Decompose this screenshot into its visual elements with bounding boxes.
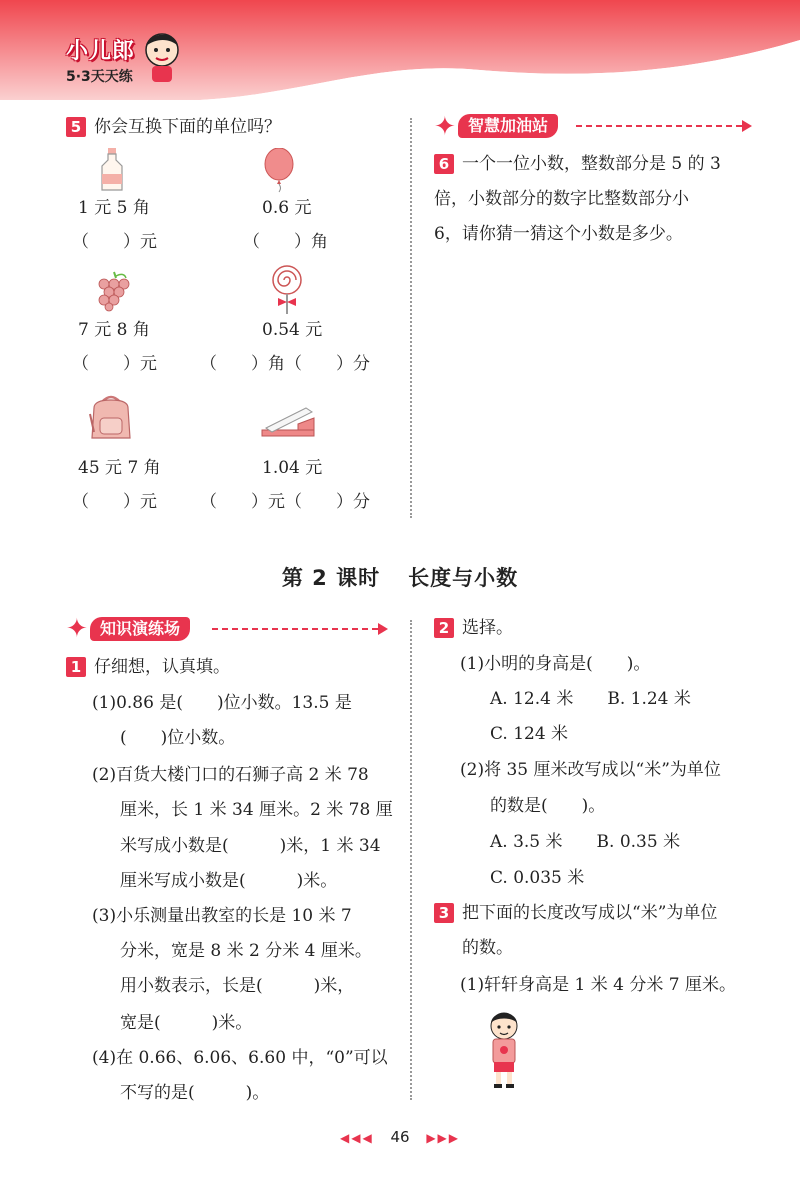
backpack-price: 45 元 7 角 bbox=[78, 458, 161, 478]
question-1-line: (2)百货大楼门口的石狮子高 2 米 78 bbox=[92, 765, 369, 785]
question-1-line: 宽是( )米。 bbox=[120, 1013, 253, 1033]
question-2-line: 的数是( )。 bbox=[490, 796, 606, 816]
grapes-price: 7 元 8 角 bbox=[78, 320, 150, 340]
question-3-sub-1: (1)轩轩身高是 1 米 4 分米 7 厘米。 bbox=[460, 975, 736, 995]
question-1-line: ( )位小数。 bbox=[120, 728, 236, 748]
practice-divider bbox=[212, 628, 378, 632]
question-1-line: 分米，宽是 8 米 2 分米 4 厘米。 bbox=[120, 941, 372, 961]
wisdom-section-label: 智慧加油站 bbox=[458, 114, 558, 138]
question-2-line: C. 0.035 米 bbox=[490, 868, 585, 888]
grapes-answer-blank[interactable]: （ ）元 bbox=[72, 354, 157, 374]
question-2-line: A. 12.4 米 B. 1.24 米 bbox=[490, 689, 691, 709]
question-1-badge: 1 bbox=[66, 657, 86, 677]
lesson-topic: 长度与小数 bbox=[408, 566, 519, 590]
stapler-price: 1.04 元 bbox=[262, 458, 323, 478]
lollipop-price: 0.54 元 bbox=[262, 320, 323, 340]
milk-bottle-icon bbox=[100, 148, 124, 192]
brand-logo-text: 小儿郎 bbox=[66, 39, 136, 64]
balloon-icon bbox=[262, 148, 296, 194]
question-1-title: 仔细想，认真填。 bbox=[94, 657, 230, 677]
boy-figure-icon bbox=[484, 1010, 524, 1090]
question-1-line: 厘米写成小数是( )米。 bbox=[120, 871, 338, 891]
practice-arrow-icon bbox=[378, 623, 388, 635]
question-3-title: 把下面的长度改写成以“米”为单位 bbox=[462, 903, 718, 923]
page-footer bbox=[0, 1128, 800, 1146]
practice-section-label: 知识演练场 bbox=[90, 617, 190, 641]
wisdom-divider bbox=[576, 125, 742, 129]
column-divider-bottom bbox=[410, 620, 412, 1100]
question-5-prompt: 你会互换下面的单位吗？ bbox=[94, 117, 281, 137]
question-1-line: 米写成小数是( )米，1 米 34 bbox=[120, 836, 381, 856]
question-2-line: A. 3.5 米 B. 0.35 米 bbox=[490, 832, 681, 852]
question-1-line: (1)0.86 是( )位小数。13.5 是 bbox=[92, 693, 352, 713]
stapler-icon bbox=[258, 404, 318, 440]
practice-star-icon: ✦ bbox=[66, 614, 88, 644]
question-2-line: (2)将 35 厘米改写成以“米”为单位 bbox=[460, 760, 721, 780]
question-3-badge: 3 bbox=[434, 903, 454, 923]
backpack-icon bbox=[88, 392, 134, 442]
question-6-line-2: 倍，小数部分的数字比整数部分小 bbox=[434, 189, 689, 209]
question-1-line: 厘米，长 1 米 34 厘米。2 米 78 厘 bbox=[120, 800, 393, 820]
mascot-boy-icon bbox=[140, 28, 184, 84]
question-6-line-1: 一个一位小数，整数部分是 5 的 3 bbox=[462, 154, 721, 174]
question-6-line-3: 6，请你猜一猜这个小数是多少。 bbox=[434, 224, 683, 244]
question-5-badge: 5 bbox=[66, 117, 86, 137]
question-1-line: 不写的是( )。 bbox=[120, 1083, 270, 1103]
question-1-line: 用小数表示，长是( )米， bbox=[120, 976, 355, 996]
wisdom-arrow-icon bbox=[742, 120, 752, 132]
question-3-title-cont: 的数。 bbox=[462, 938, 513, 958]
column-divider-top bbox=[410, 118, 412, 518]
lollipop-icon bbox=[270, 264, 304, 314]
stapler-answer-blank[interactable]: （ ）元（ ）分 bbox=[200, 492, 370, 512]
lesson-number: 第 2 课时 bbox=[281, 566, 381, 590]
prev-triangles-icon: ◀◀◀ bbox=[339, 1131, 374, 1145]
question-6-badge: 6 bbox=[434, 154, 454, 174]
balloon-answer-blank[interactable]: （ ）角 bbox=[243, 232, 328, 252]
question-1-line: (4)在 0.66、6.06、6.60 中，“0”可以 bbox=[92, 1048, 388, 1068]
question-2-line: (1)小明的身高是( )。 bbox=[460, 654, 651, 674]
bottle-price: 1 元 5 角 bbox=[78, 198, 150, 218]
grapes-icon bbox=[96, 270, 132, 312]
brand-subtitle: 5·3天天练 bbox=[66, 69, 133, 85]
backpack-answer-blank[interactable]: （ ）元 bbox=[72, 492, 157, 512]
question-2-title: 选择。 bbox=[462, 618, 513, 638]
page-number: 46 bbox=[390, 1128, 410, 1146]
question-1-line: (3)小乐测量出教室的长是 10 米 7 bbox=[92, 906, 352, 926]
question-2-badge: 2 bbox=[434, 618, 454, 638]
wisdom-star-icon: ✦ bbox=[434, 112, 456, 142]
bottle-answer-blank[interactable]: （ ）元 bbox=[72, 232, 157, 252]
question-2-line: C. 124 米 bbox=[490, 724, 569, 744]
page-header bbox=[0, 0, 800, 100]
lesson-title bbox=[0, 562, 800, 592]
lollipop-answer-blank[interactable]: （ ）角（ ）分 bbox=[200, 354, 370, 374]
balloon-price: 0.6 元 bbox=[262, 198, 312, 218]
next-triangles-icon: ▶▶▶ bbox=[426, 1131, 461, 1145]
